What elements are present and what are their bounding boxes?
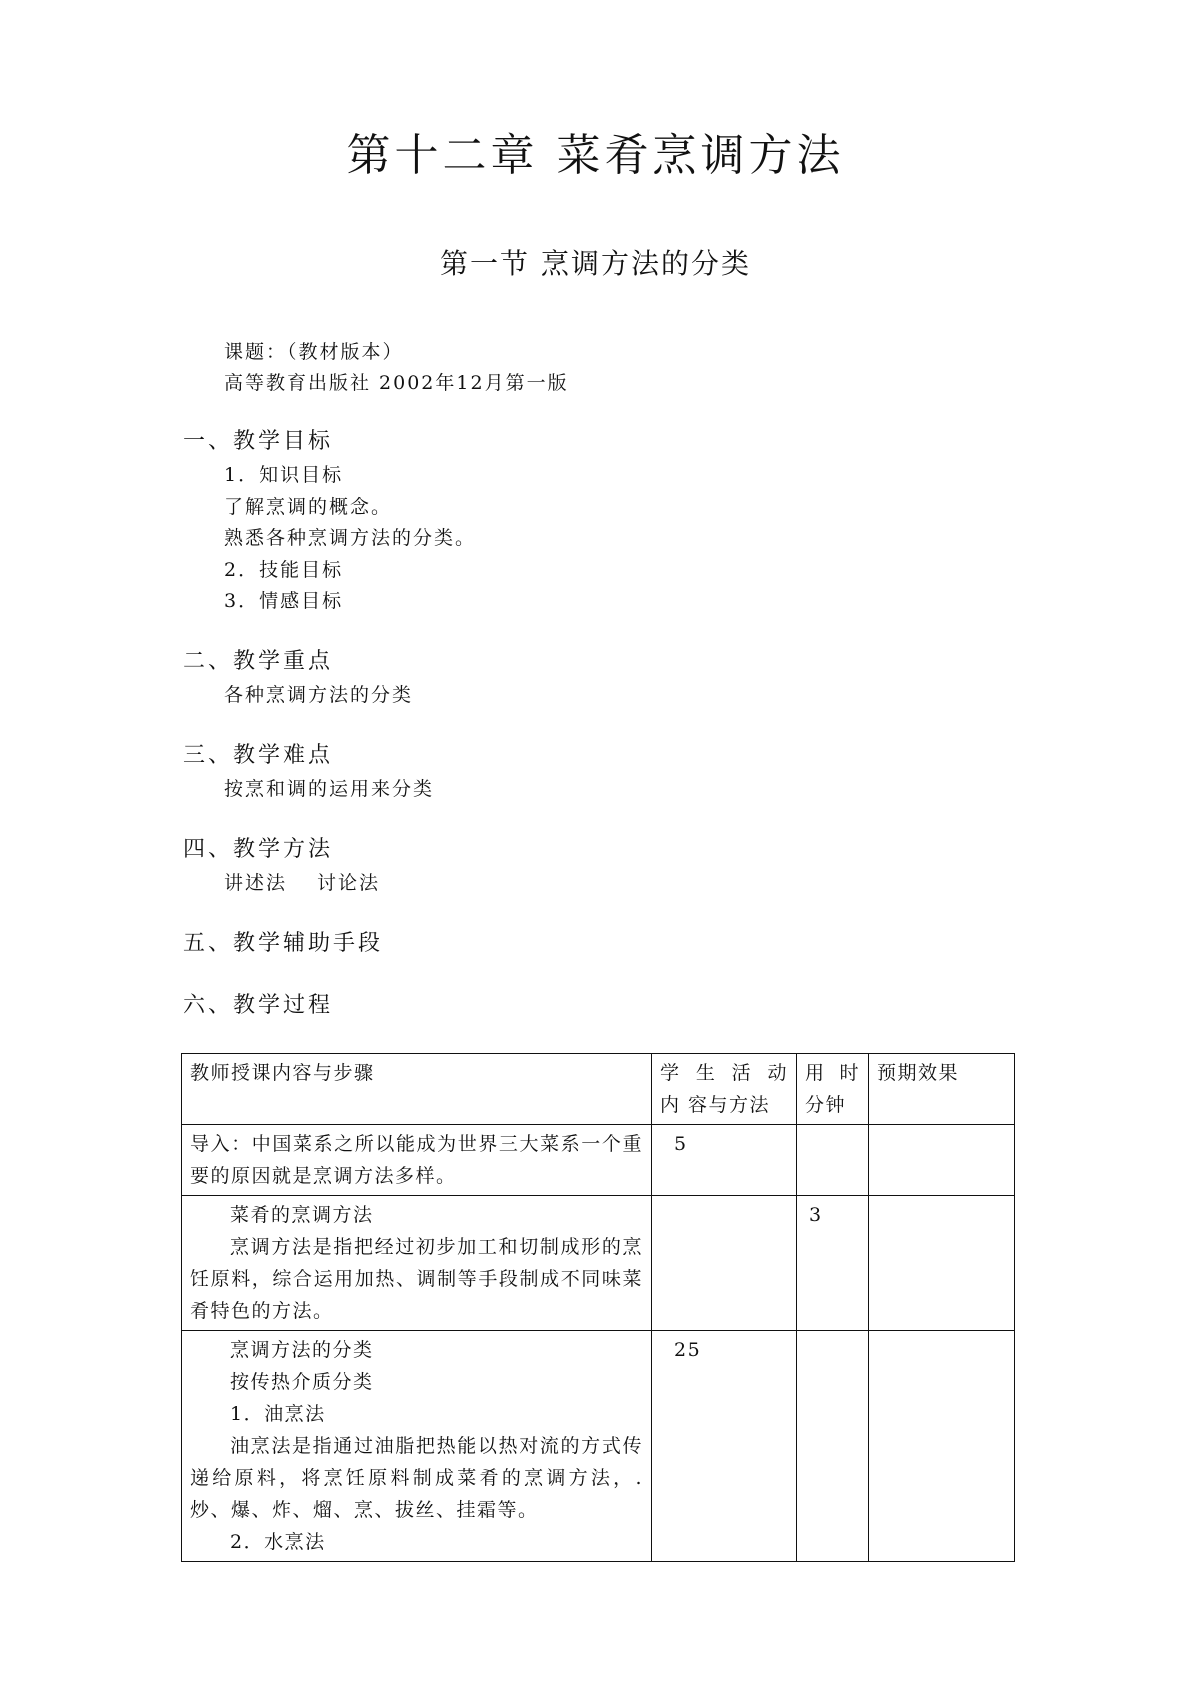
objective-item: 1．知识目标 — [224, 464, 344, 486]
method-item: 讲述法 — [224, 872, 288, 894]
course-topic-label: 课题：（教材版本） — [224, 341, 404, 363]
content-cell — [182, 1196, 652, 1331]
content-paragraph: 1．油烹法 — [230, 1403, 326, 1425]
header-cell: 预期效果 — [869, 1054, 1015, 1125]
header-cell: 学 生 活 动 内 容与方法 — [652, 1054, 797, 1125]
objectives-heading: 一、教学目标 — [183, 429, 334, 454]
effect-cell — [869, 1125, 1015, 1196]
table-row — [182, 1331, 1015, 1562]
content-paragraph: 烹调方法是指把经过初步加工和切制成形的烹饪原料，综合运用加热、调制等手段制成不同味菜肴特色的方法。 — [190, 1236, 643, 1322]
section-title: 第一节 烹调方法的分类 — [440, 247, 751, 280]
content-paragraph: 烹调方法的分类 — [230, 1339, 374, 1361]
time-cell: 3 — [797, 1196, 869, 1331]
content-paragraph: 油烹法是指通过油脂把热能以热对流的方式传递给原料，将烹饪原料制成菜肴的烹调方法，.炒、爆、炸、熘、烹、拔丝、挂霜等。 — [190, 1435, 643, 1521]
activity-cell: 5 — [652, 1125, 797, 1196]
header-cell: 教师授课内容与步骤 — [182, 1054, 652, 1125]
key-points-text: 各种烹调方法的分类 — [224, 684, 414, 706]
chapter-title: 第十二章 菜肴烹调方法 — [346, 130, 845, 181]
aids-heading: 五、教学辅助手段 — [183, 931, 384, 956]
content-paragraph: 2．水烹法 — [230, 1531, 326, 1553]
objective-item: 熟悉各种烹调方法的分类。 — [224, 527, 477, 549]
table-row — [182, 1196, 1015, 1331]
objective-item: 3．情感目标 — [224, 590, 344, 612]
objective-item: 了解烹调的概念。 — [224, 496, 393, 518]
table-row — [182, 1125, 1015, 1196]
key-points-heading: 二、教学重点 — [183, 649, 334, 674]
time-cell — [797, 1331, 869, 1562]
effect-cell — [869, 1331, 1015, 1562]
process-heading: 六、教学过程 — [183, 993, 334, 1018]
methods-heading: 四、教学方法 — [183, 837, 334, 862]
method-item: 讨论法 — [317, 872, 381, 894]
content-paragraph: 按传热介质分类 — [230, 1371, 374, 1393]
content-cell — [182, 1125, 652, 1196]
methods-text — [224, 870, 380, 896]
objective-item: 2．技能目标 — [224, 559, 344, 581]
time-cell — [797, 1125, 869, 1196]
activity-cell: 25 — [652, 1331, 797, 1562]
content-cell — [182, 1331, 652, 1562]
content-paragraph: 导入：中国菜系之所以能成为世界三大菜系一个重要的原因就是烹调方法多样。 — [190, 1133, 643, 1187]
content-paragraph: 菜肴的烹调方法 — [230, 1204, 374, 1226]
header-cell: 用 时 分钟 — [797, 1054, 869, 1125]
activity-cell — [652, 1196, 797, 1331]
table-header-row — [182, 1054, 1015, 1125]
teaching-process-table — [181, 1053, 1015, 1562]
difficulties-text: 按烹和调的运用来分类 — [224, 778, 435, 800]
course-publisher: 高等教育出版社 2002年12月第一版 — [224, 372, 569, 394]
effect-cell — [869, 1196, 1015, 1331]
difficulties-heading: 三、教学难点 — [183, 743, 334, 768]
